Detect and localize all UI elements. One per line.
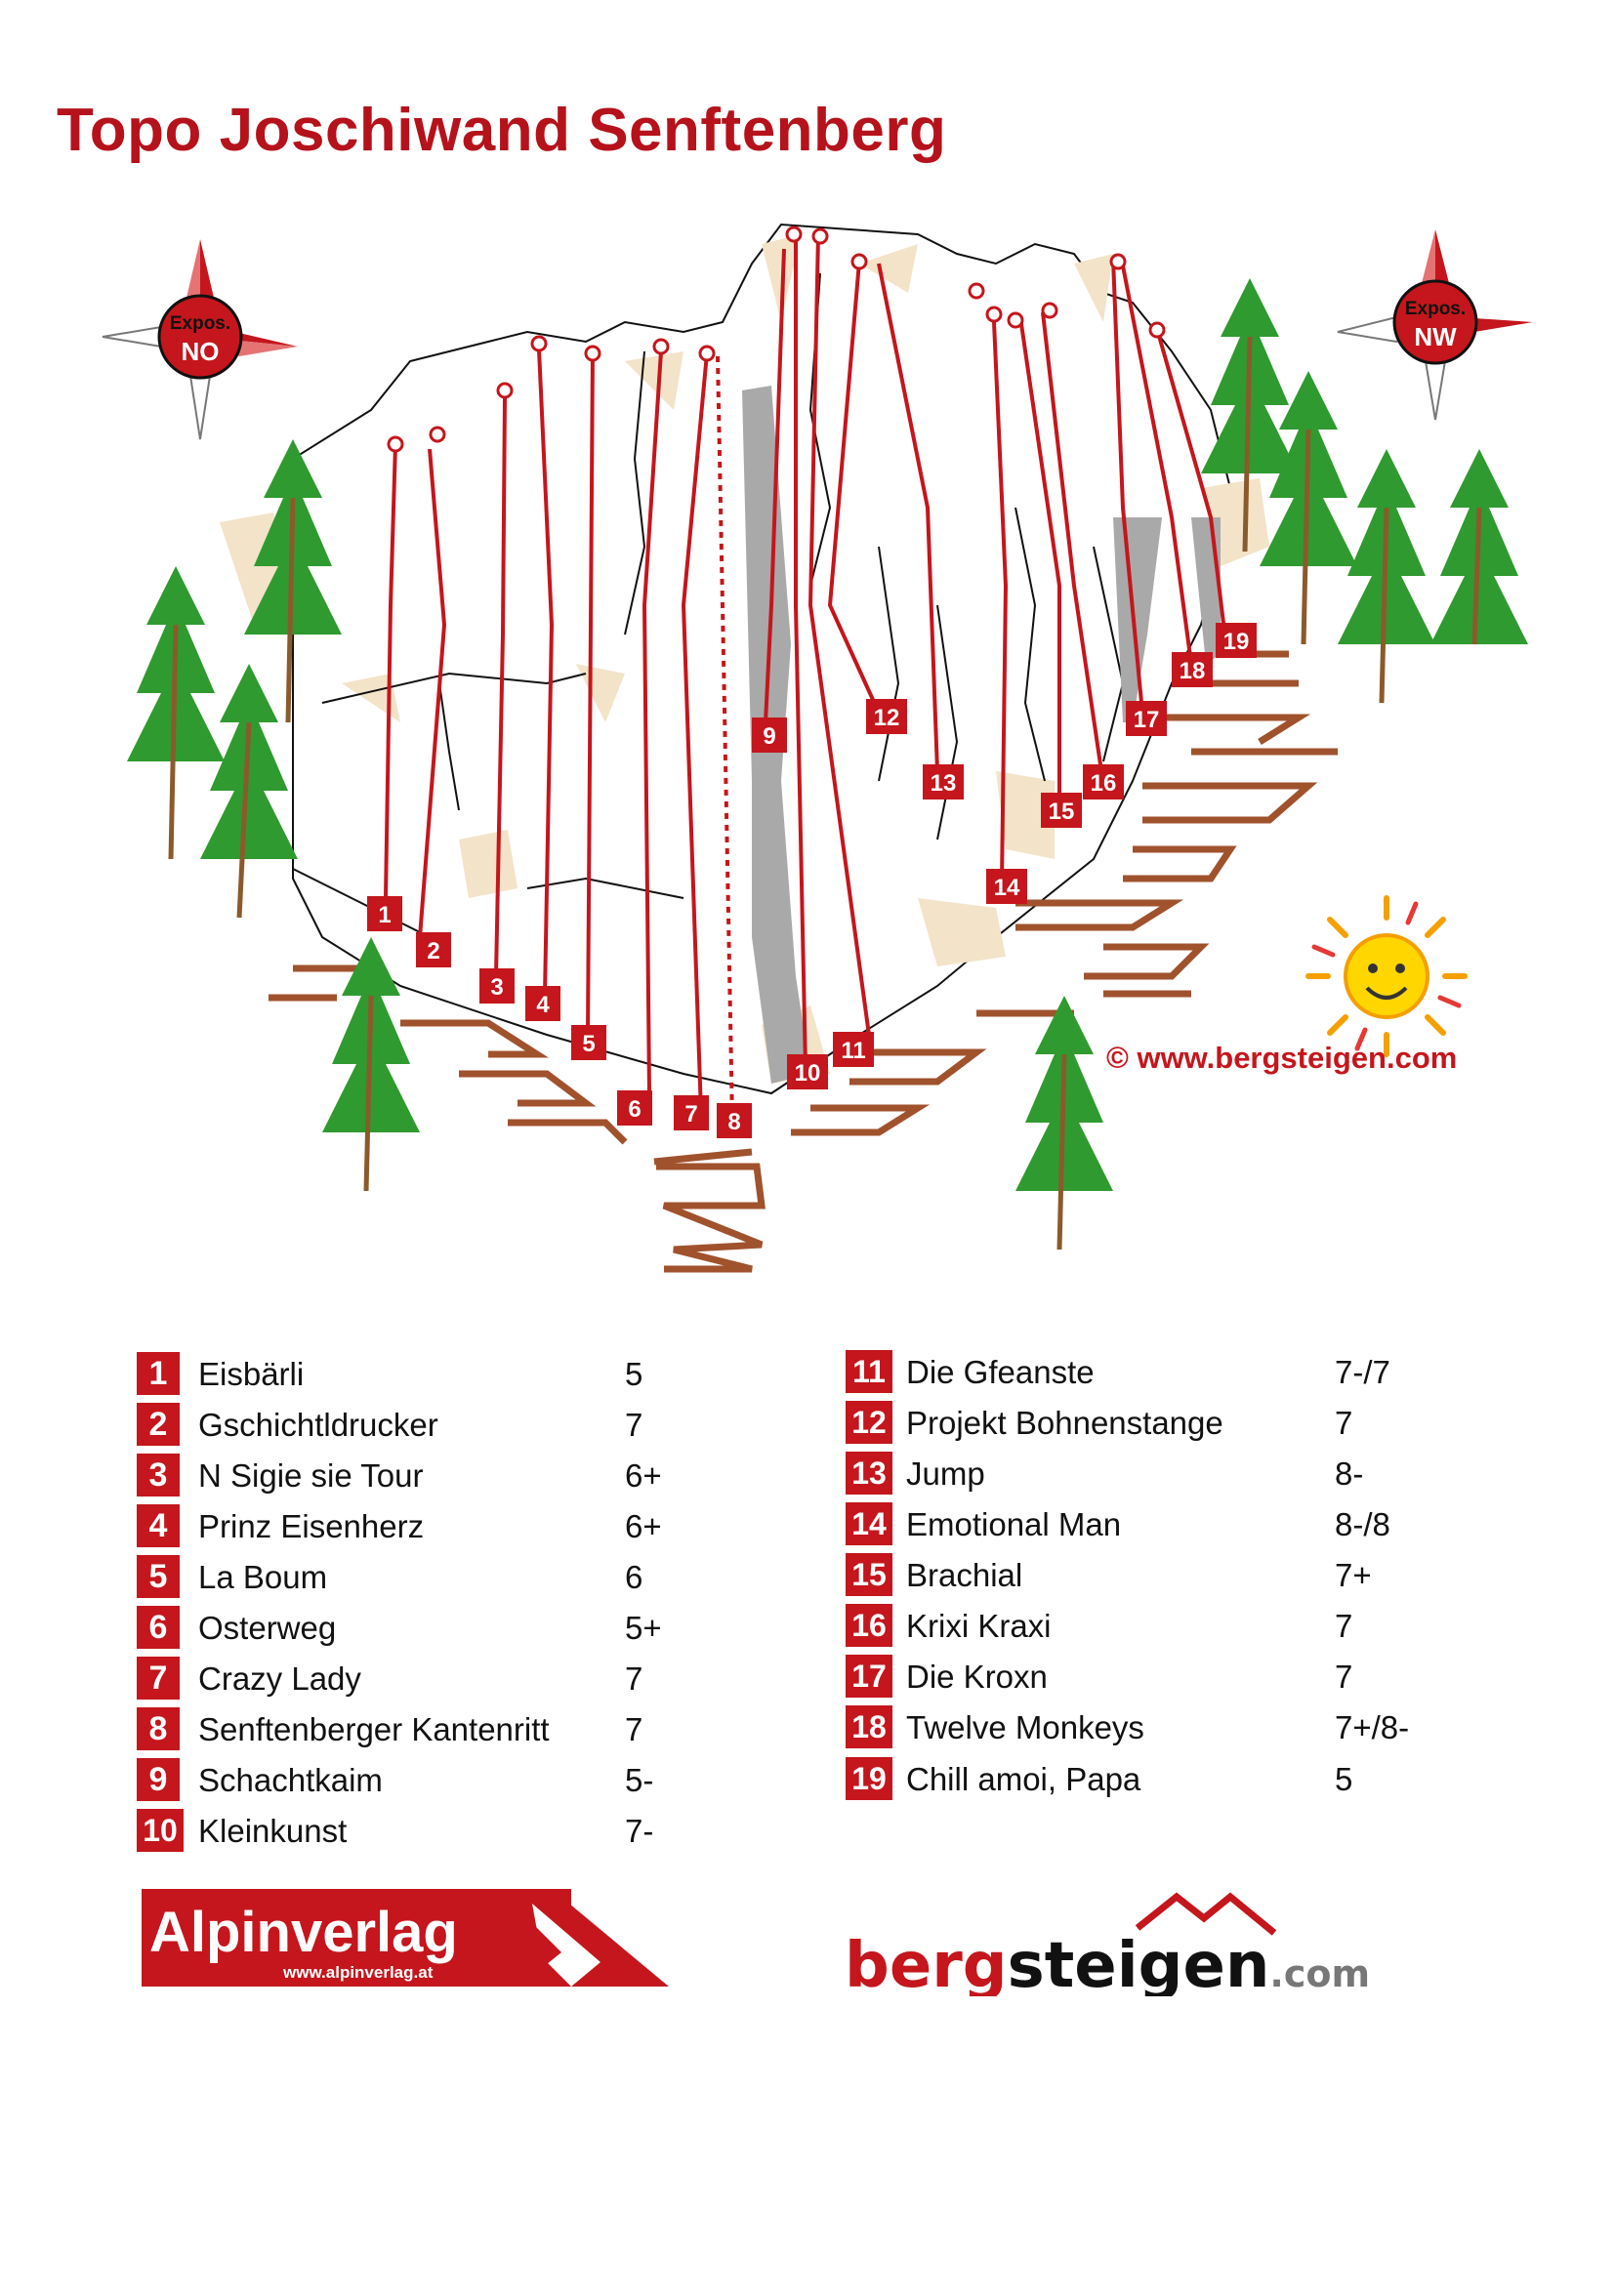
svg-text:19: 19 xyxy=(1222,629,1250,655)
svg-text:1: 1 xyxy=(378,902,392,928)
route-name: Die Kroxn xyxy=(906,1659,1048,1695)
svg-text:8: 8 xyxy=(727,1109,741,1135)
alpinverlag-url: www.alpinverlag.at xyxy=(283,1963,434,1982)
legend-row xyxy=(846,1502,892,1545)
route-name: Die Gfeanste xyxy=(906,1354,1095,1390)
route-number-badge: 3 xyxy=(137,1454,180,1496)
route-grade: 7 xyxy=(1335,1608,1353,1644)
svg-text:6: 6 xyxy=(628,1096,642,1123)
route-name: Chill amoi, Papa xyxy=(906,1761,1141,1797)
tree xyxy=(1015,996,1113,1250)
route-number-badge: 19 xyxy=(846,1757,892,1800)
marker-8 xyxy=(717,1103,752,1138)
legend-row xyxy=(137,1403,180,1446)
route-number-badge: 7 xyxy=(137,1657,180,1700)
route-number-badge: 11 xyxy=(846,1350,892,1393)
route-number-badge: 1 xyxy=(137,1352,180,1395)
route-name: Brachial xyxy=(906,1557,1023,1593)
route-grade: 6 xyxy=(625,1559,643,1595)
legend-row xyxy=(846,1350,892,1393)
legend-row xyxy=(137,1352,180,1395)
route-name: Eisbärli xyxy=(198,1356,305,1392)
route-grade: 7 xyxy=(625,1660,643,1697)
copyright-link[interactable]: © www.bergsteigen.com xyxy=(1106,1041,1458,1075)
legend-row xyxy=(137,1758,180,1801)
legend-row xyxy=(846,1655,892,1698)
route-grade: 5 xyxy=(625,1356,643,1392)
legend-row xyxy=(137,1657,180,1700)
route-name: Kleinkunst xyxy=(198,1813,348,1849)
marker-15 xyxy=(1041,793,1082,828)
tree xyxy=(1338,449,1435,703)
route-grade: 6+ xyxy=(625,1457,662,1494)
route-number-badge: 18 xyxy=(846,1705,892,1748)
route-name: N Sigie sie Tour xyxy=(198,1457,424,1494)
route-name: Krixi Kraxi xyxy=(906,1608,1052,1644)
svg-text:15: 15 xyxy=(1048,799,1075,825)
marker-16 xyxy=(1083,764,1124,800)
route-name: Projekt Bohnenstange xyxy=(906,1405,1223,1441)
legend-row xyxy=(846,1452,892,1495)
sun-icon xyxy=(1308,898,1465,1054)
route-name: Prinz Eisenherz xyxy=(198,1508,425,1544)
bergsteigen-logo-graphic xyxy=(845,1889,1391,1996)
route-number-badge: 2 xyxy=(137,1403,180,1446)
route-number-badge: 15 xyxy=(846,1553,892,1596)
route-grade: 7- xyxy=(625,1813,654,1849)
route-name: Osterweg xyxy=(198,1610,337,1646)
svg-text:16: 16 xyxy=(1090,770,1117,797)
page-title: Topo Joschiwand Senftenberg xyxy=(57,97,947,164)
marker-14 xyxy=(986,869,1027,904)
marker-2 xyxy=(416,932,451,967)
route-grade: 5- xyxy=(625,1762,654,1798)
tree xyxy=(1260,371,1357,644)
svg-text:11: 11 xyxy=(841,1038,866,1064)
route-grade: 7-/7 xyxy=(1335,1354,1390,1390)
route-number-badge: 12 xyxy=(846,1401,892,1444)
marker-13 xyxy=(923,764,964,800)
bergsteigen-part-steigen: steigen xyxy=(1007,1930,1270,1996)
route-name: Senftenberger Kantenritt xyxy=(198,1711,550,1747)
marker-6 xyxy=(617,1090,652,1126)
alpinverlag-name: Alpinverlag xyxy=(149,1901,458,1964)
marker-9 xyxy=(752,718,787,753)
route-number-badge: 4 xyxy=(137,1504,180,1547)
marker-5 xyxy=(571,1025,606,1060)
legend-row xyxy=(137,1454,180,1496)
legend-row xyxy=(137,1504,180,1547)
bergsteigen-logo[interactable] xyxy=(845,1889,1391,2001)
marker-11 xyxy=(833,1032,874,1067)
svg-text:12: 12 xyxy=(873,705,900,731)
bergsteigen-part-berg: berg xyxy=(845,1930,1008,1996)
marker-4 xyxy=(525,986,560,1021)
marker-7 xyxy=(674,1095,709,1130)
route-name: Emotional Man xyxy=(906,1506,1122,1542)
svg-text:NO: NO xyxy=(181,337,220,366)
tree xyxy=(200,664,298,918)
route-name: Schachtkaim xyxy=(198,1762,383,1798)
route-number-badge: 14 xyxy=(846,1502,892,1545)
route-name: Crazy Lady xyxy=(198,1660,361,1697)
svg-text:10: 10 xyxy=(794,1060,821,1086)
route-name: Twelve Monkeys xyxy=(906,1709,1144,1745)
marker-1 xyxy=(367,896,402,931)
route-grade: 7 xyxy=(1335,1659,1353,1695)
legend-row xyxy=(137,1606,180,1649)
legend-row xyxy=(846,1757,892,1800)
route-grade: 8- xyxy=(1335,1456,1364,1492)
compass-right xyxy=(1338,229,1533,420)
svg-text:4: 4 xyxy=(536,992,550,1018)
route-grade: 7 xyxy=(1335,1405,1353,1441)
legend-row xyxy=(137,1555,180,1598)
route-number-badge: 17 xyxy=(846,1655,892,1698)
alpinverlag-logo-graphic xyxy=(142,1889,669,1987)
route-name: Jump xyxy=(906,1456,985,1492)
svg-text:5: 5 xyxy=(582,1031,596,1057)
route-number-badge: 8 xyxy=(137,1707,180,1750)
route-name: La Boum xyxy=(198,1559,328,1595)
route-grade: 6+ xyxy=(625,1508,662,1544)
route-grade: 8-/8 xyxy=(1335,1506,1390,1542)
svg-text:Expos.: Expos. xyxy=(169,313,231,334)
legend-row xyxy=(137,1707,180,1750)
route-number-badge: 9 xyxy=(137,1758,180,1801)
compass-left xyxy=(103,239,298,439)
marker-3 xyxy=(479,968,515,1004)
svg-text:18: 18 xyxy=(1179,658,1206,684)
route-grade: 7+ xyxy=(1335,1557,1372,1593)
route-number-badge: 5 xyxy=(137,1555,180,1598)
marker-18 xyxy=(1172,652,1213,687)
bergsteigen-part-com: .com xyxy=(1269,1952,1371,1995)
alpinverlag-logo[interactable] xyxy=(142,1889,669,1991)
legend-row xyxy=(137,1809,184,1852)
svg-text:17: 17 xyxy=(1133,707,1160,733)
route-grade: 7 xyxy=(625,1407,643,1443)
marker-12 xyxy=(866,699,907,734)
marker-19 xyxy=(1216,623,1257,658)
svg-text:7: 7 xyxy=(684,1101,698,1128)
route-number-badge: 16 xyxy=(846,1604,892,1647)
svg-text:NW: NW xyxy=(1414,322,1457,351)
svg-text:9: 9 xyxy=(763,723,776,750)
legend-row xyxy=(846,1553,892,1596)
route-grade: 7+/8- xyxy=(1335,1709,1410,1745)
svg-text:14: 14 xyxy=(993,875,1020,901)
svg-text:3: 3 xyxy=(490,974,504,1001)
route-number-badge: 13 xyxy=(846,1452,892,1495)
tree xyxy=(1430,449,1528,644)
legend-row xyxy=(846,1604,892,1647)
route-grade: 7 xyxy=(625,1711,643,1747)
route-name: Gschichtldrucker xyxy=(198,1407,438,1443)
tree xyxy=(127,566,225,859)
svg-text:bergsteigen.com xyxy=(845,1930,1370,1996)
route-grade: 5+ xyxy=(625,1610,662,1646)
route-number-badge: 10 xyxy=(137,1809,184,1852)
route-grade: 5 xyxy=(1335,1761,1353,1797)
svg-text:Expos.: Expos. xyxy=(1404,299,1467,319)
svg-text:13: 13 xyxy=(930,770,957,797)
marker-17 xyxy=(1126,701,1167,736)
legend-row xyxy=(846,1401,892,1444)
svg-text:2: 2 xyxy=(427,938,440,964)
legend-row xyxy=(846,1705,892,1748)
route-number-badge: 6 xyxy=(137,1606,180,1649)
marker-10 xyxy=(787,1054,828,1089)
